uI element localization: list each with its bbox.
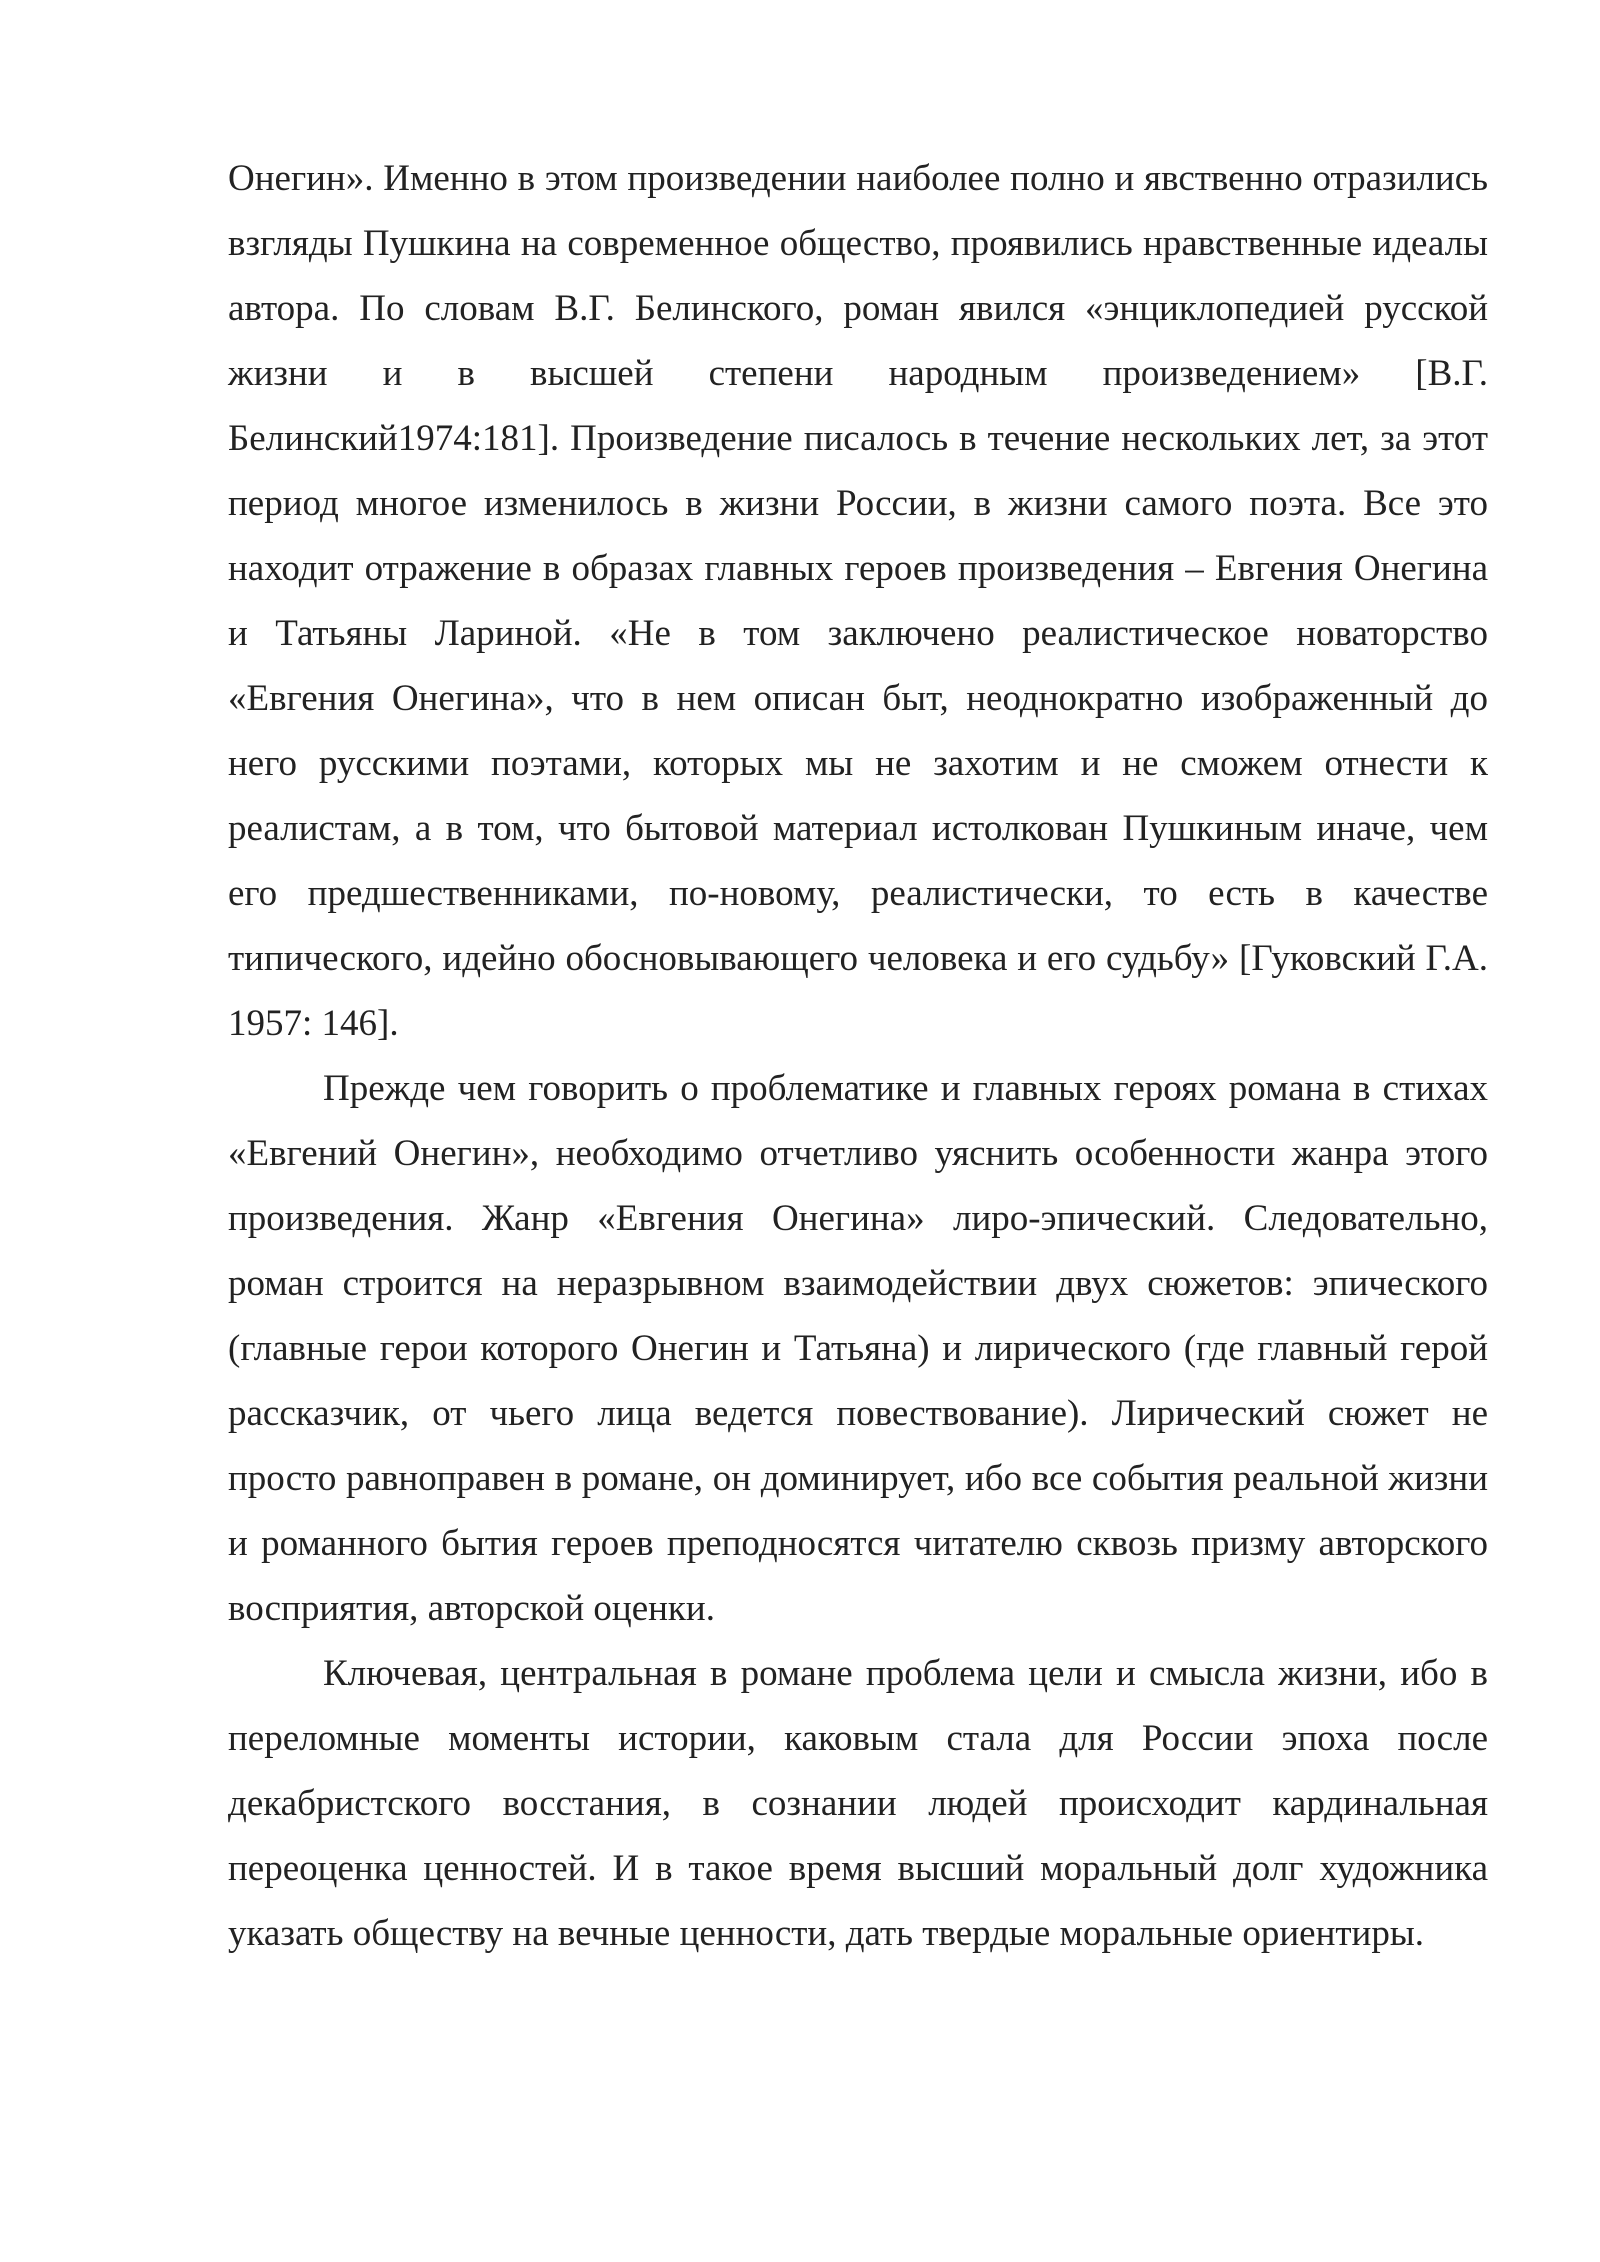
- paragraph-1: Онегин». Именно в этом произведении наиболее полно и явственно отразились взгляды Пушкина на современное общество, проявились нравственные идеалы автора. По словам В.Г. Белинского, роман явился «энциклопедией русской жизни и в высшей степени народным произведением» [В.Г. Белинский1974:181]. Произведение писалось в течение нескольких лет, за этот период многое изменилось в жизни России, в жизни самого поэта. Все это находит отражение в образах главных героев произведения – Евгения Онегина и Татьяны Лариной. «Не в том заключено реалистическое новаторство «Евгения Онегина», что в нем описан быт, неоднократно изображенный до него русскими поэтами, которых мы не захотим и не сможем отнести к реалистам, а в том, что бытовой материал истолкован Пушкиным иначе, чем его предшественниками, по-новому, реалистически, то есть в качестве типического, идейно обосновывающего человека и его судьбу» [Гуковский Г.А. 1957: 146].: [228, 158, 1488, 1044]
- document-page: [228, 146, 1488, 1966]
- paragraph-2: Прежде чем говорить о проблематике и главных героях романа в стихах «Евгений Онегин», необходимо отчетливо уяснить особенности жанра этого произведения. Жанр «Евгения Онегина» лиро-эпический. Следовательно, роман строится на неразрывном взаимодействии двух сюжетов: эпического (главные герои которого Онегин и Татьяна) и лирического (где главный герой рассказчик, от чьего лица ведется повествование). Лирический сюжет не просто равноправен в романе, он доминирует, ибо все события реальной жизни и романного бытия героев преподносятся читателю сквозь призму авторского восприятия, авторской оценки.: [228, 1068, 1488, 1629]
- paragraph-3: Ключевая, центральная в романе проблема цели и смысла жизни, ибо в переломные моменты истории, каковым стала для России эпоха после декабристского восстания, в сознании людей происходит кардинальная переоценка ценностей. И в такое время высший моральный долг художника указать обществу на вечные ценности, дать твердые моральные ориентиры.: [228, 1653, 1488, 1954]
